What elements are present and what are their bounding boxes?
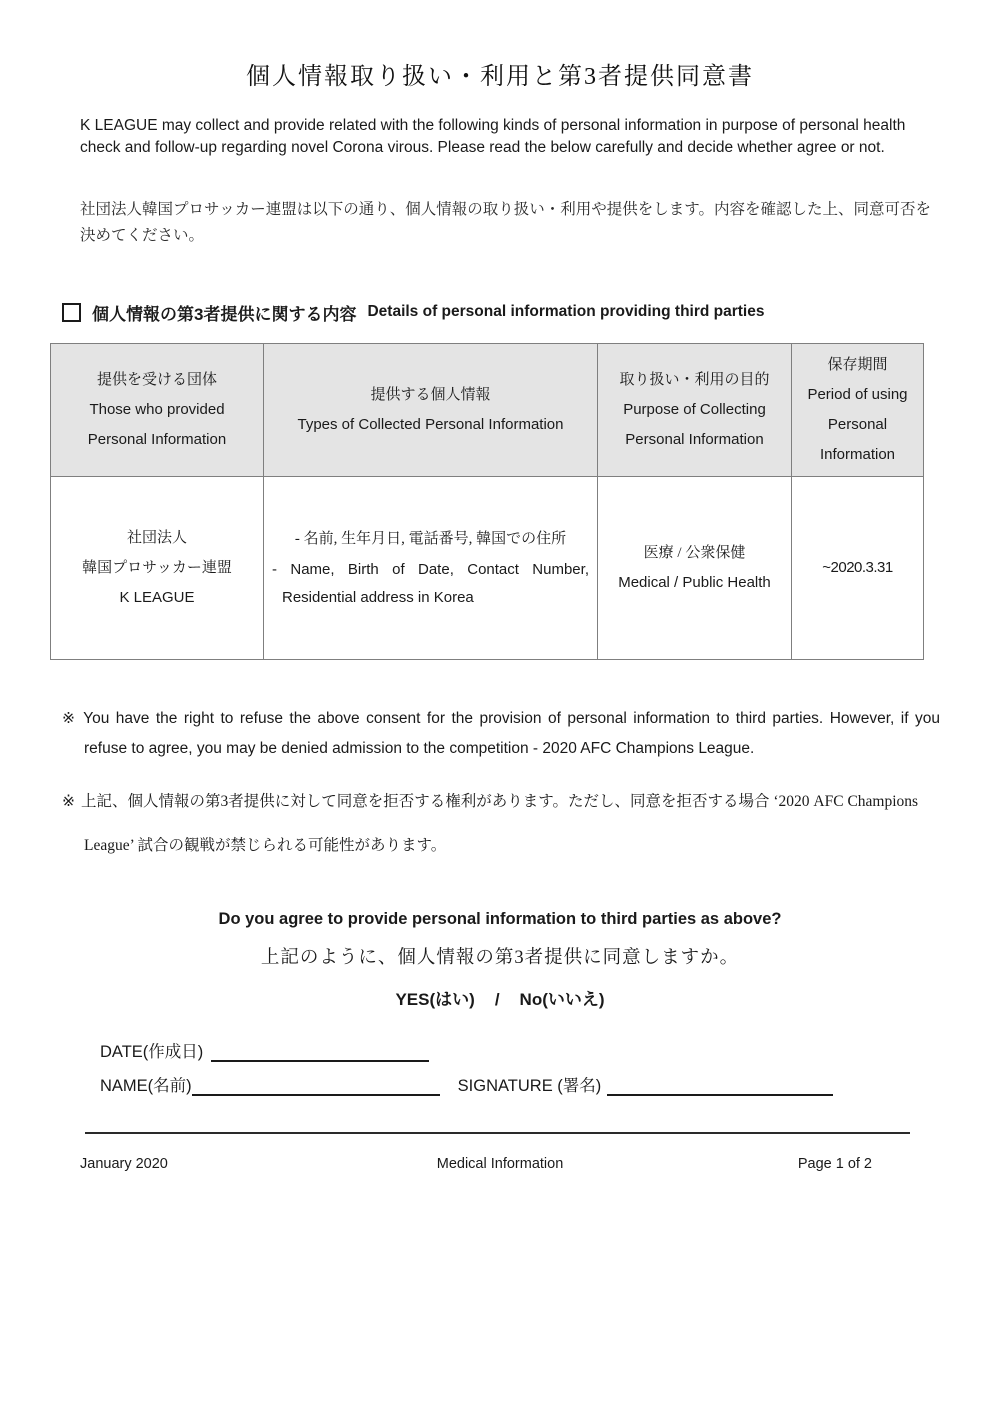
header-period-en: Period of using Personal Information [807,385,908,463]
intro-paragraph-english: K LEAGUE may collect and provide related with the following kinds of personal information in purpose of personal health check and follow-up regarding novel Corona virous. Please read the below carefully and decide whether agree or not. [80,117,906,156]
provider-en: K LEAGUE [119,588,195,606]
yes-option[interactable]: YES(はい) [395,989,475,1009]
footer-doc-type: Medical Information [436,1155,564,1172]
date-label: DATE(作成日) [100,1042,204,1061]
refusal-note-english [62,704,940,764]
header-cell-provider [51,343,264,476]
checkbox-icon[interactable] [62,303,81,322]
name-label: NAME(名前) [100,1076,192,1095]
notes-section [62,704,940,868]
header-purpose-jp: 取り扱い・利用の目的 [619,371,770,388]
page-title: 個人情報取り扱い・利用と第3者提供同意書 [246,64,754,90]
cell-provider [51,476,264,659]
section-heading [62,300,940,325]
header-provider-jp: 提供を受ける団体 [96,371,217,388]
refusal-note-english-text: You have the right to refuse the above consent for the provision of personal information to third parties. However, if you refuse to agree, you may be denied admission to the competition - 2020 AFC Champions League. [83,709,940,757]
third-party-details-table [50,343,924,660]
reference-mark-icon: ※ [62,792,75,810]
agreement-question-japanese: 上記のように、個人情報の第3者提供に同意しますか。 [260,947,740,968]
date-row [100,1032,1000,1062]
choice-separator: / [494,989,500,1009]
types-en: - Name, Birth of Date, Contact Number, Residential address in Korea [272,561,589,607]
table-header-row [51,343,924,476]
signature-block [100,1032,1000,1096]
header-period-jp: 保存期間 [827,356,888,373]
page-footer [0,1156,1000,1172]
section-heading-english: Details of personal information providing third parties [367,303,765,321]
refusal-note-japanese [62,780,940,868]
provider-jp-line1: 社団法人 [126,529,187,546]
header-types-jp: 提供する個人情報 [370,386,491,403]
reference-mark-icon: ※ [62,709,78,727]
purpose-jp: 医療 / 公衆保健 [643,544,746,561]
agreement-section [0,910,1000,1010]
cell-period [792,476,924,659]
provider-jp-line2: 韓国プロサッカー連盟 [82,559,232,576]
header-cell-period [792,343,924,476]
table-data-row [51,476,924,659]
agreement-question-english: Do you agree to provide personal information to third parties as above? [218,909,782,928]
intro-paragraph-japanese: 社団法人韓国プロサッカー連盟は以下の通り、個人情報の取り扱い・利用や提供をします。内容を確認した上、同意可否を決めてください。 [80,201,931,245]
name-signature-row [100,1066,1000,1096]
footer-divider [85,1132,910,1134]
section-heading-japanese: 個人情報の第3者提供に関する内容 [92,304,357,324]
footer-date: January 2020 [80,1155,168,1172]
yes-no-choice [0,985,1000,1010]
cell-purpose [598,476,792,659]
date-input-line[interactable] [211,1040,429,1062]
header-cell-types [264,343,598,476]
header-purpose-en: Purpose of Collecting Personal Information [623,400,766,448]
purpose-en: Medical / Public Health [618,573,771,591]
no-option[interactable]: No(いいえ) [519,989,605,1009]
types-jp: - 名前, 生年月日, 電話番号, 韓国での住所 [294,531,567,548]
signature-input-line[interactable] [607,1074,833,1096]
name-input-line[interactable] [192,1074,440,1096]
header-cell-purpose [598,343,792,476]
cell-types [264,476,598,659]
header-provider-en: Those who provided Personal Information [87,400,227,448]
footer-page-number: Page 1 of 2 [797,1155,872,1172]
header-types-en: Types of Collected Personal Information [297,415,564,433]
period-value: ~2020.3.31 [822,559,893,577]
signature-label: SIGNATURE (署名) [457,1076,602,1095]
refusal-note-japanese-text: 上記、個人情報の第3者提供に対して同意を拒否する権利があります。ただし、同意を拒否する場合 ‘2020 AFC Champions League’ 試合の観戦が禁じられる可能性があります。 [81,792,919,854]
